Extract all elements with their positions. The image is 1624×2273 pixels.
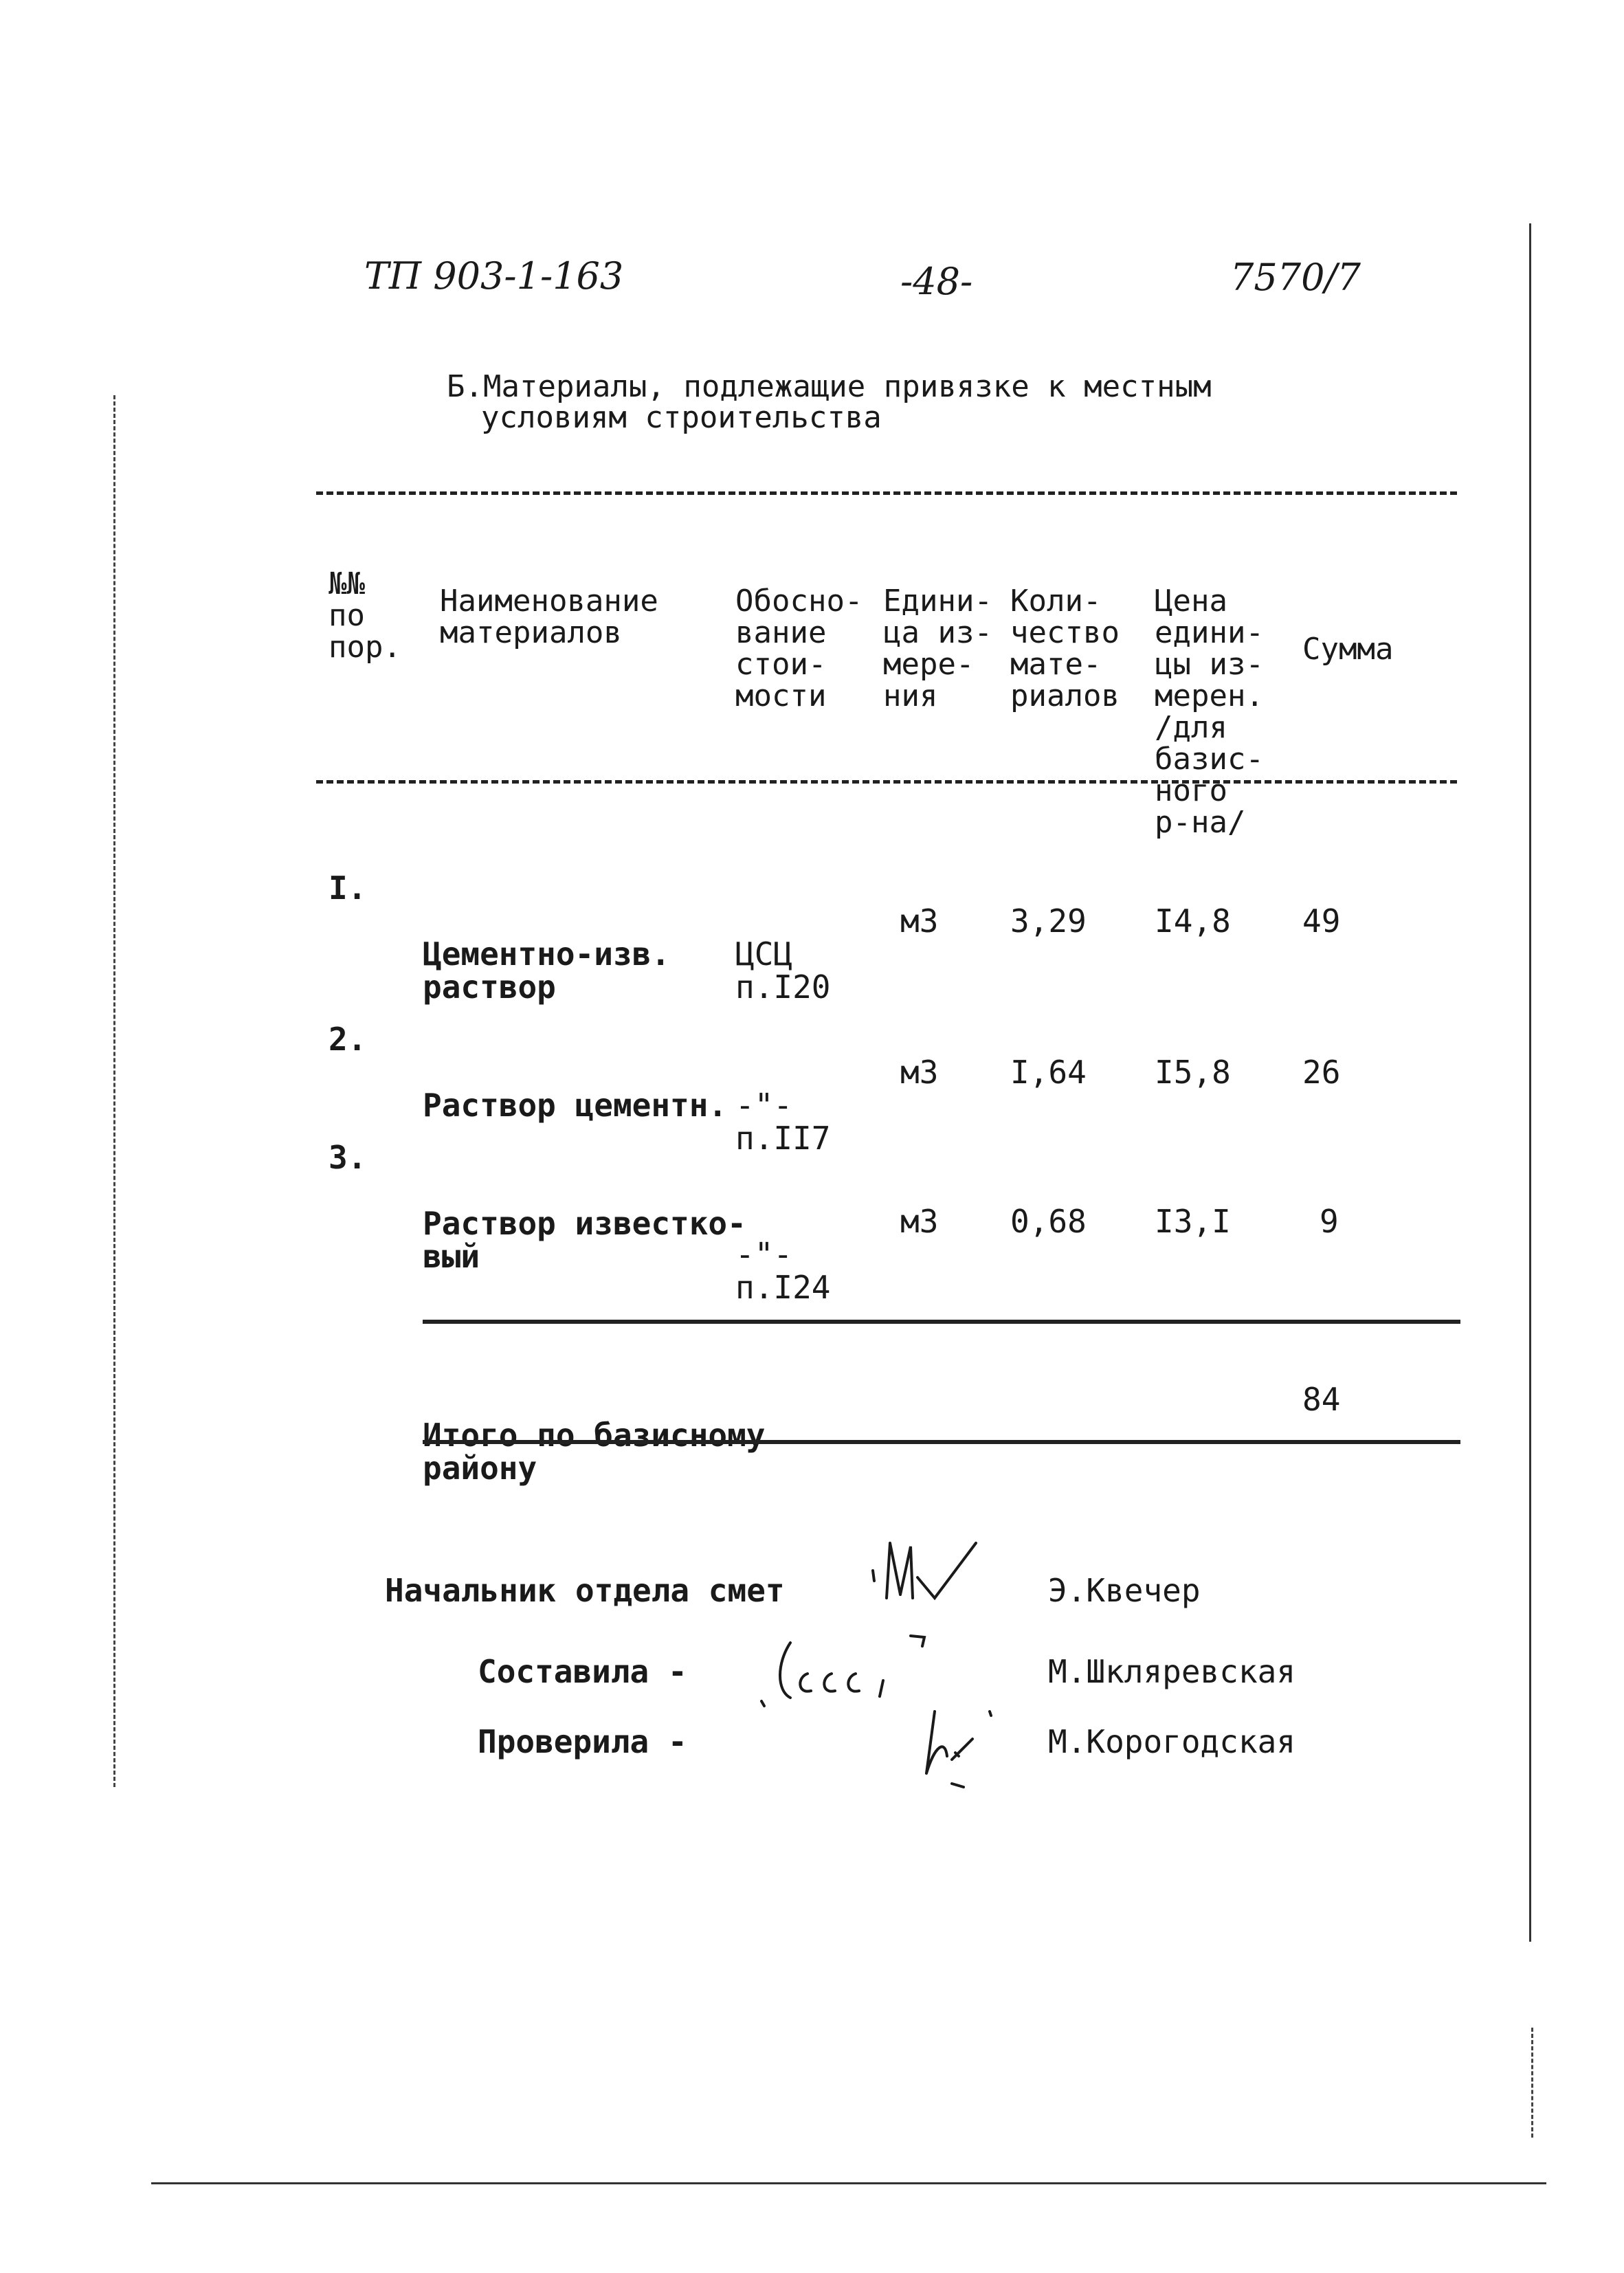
total-top-rule [423,1320,1460,1324]
table-header-top-rule [316,491,1457,495]
col-header-number: №№ по пор. [329,566,401,665]
row-3-unit: м3 [900,1203,939,1240]
row-1-sum: 49 [1302,902,1341,940]
row-2-sum: 26 [1302,1054,1341,1091]
row-3-sum: 9 [1320,1203,1339,1240]
row-2-basis: -"- п.II7 [735,1087,831,1157]
handwritten-signature-checked [914,1691,1024,1794]
row-3-quantity: 0,68 [1010,1203,1087,1240]
handwritten-signature-head [859,1529,997,1619]
scan-right-edge-dashes [1531,2028,1533,2138]
row-1-number: I. [329,869,367,907]
table-header-bottom-rule [316,780,1457,784]
col-header-name: Наименование материалов [440,584,658,650]
total-label: Итого по базисному району [423,1417,766,1487]
row-2-number: 2. [329,1021,367,1058]
row-1-unit: м3 [900,902,939,940]
section-title-line2: условиям строительства [481,400,882,435]
col-header-price: Цена едини- цы из- мерен. /для базис- ного р-на/ [1155,584,1264,840]
row-1-quantity: 3,29 [1010,902,1087,940]
signature-name-checked: М.Корогодская [1048,1723,1296,1760]
row-2-quantity: I,64 [1010,1054,1087,1091]
row-1-price: I4,8 [1155,902,1231,940]
row-1-name: Цементно-изв. раствор [423,935,671,1006]
signature-name-head: Э.Квечер [1048,1572,1201,1609]
signature-role-checked: Проверила - [478,1723,687,1760]
col-header-basis: Обосно- вание стои- мости [735,584,863,713]
page-number: -48- [900,260,973,303]
sheet-number: 7570/7 [1230,256,1361,299]
scan-left-edge-line [113,395,115,1787]
scan-right-edge-line [1529,223,1531,1942]
row-3-name: Раствор известко- вый [423,1205,746,1275]
section-title-line1: Б.Материалы, подлежащие привязке к местным [447,369,1212,404]
col-header-sum: Сумма [1302,632,1394,667]
signature-name-compiled: М.Шкляревская [1048,1653,1296,1690]
row-2-price: I5,8 [1155,1054,1231,1091]
row-2-name: Раствор цементн. [423,1087,728,1124]
total-bottom-rule [423,1440,1460,1444]
row-3-number: 3. [329,1139,367,1176]
row-1-basis: ЦСЦ п.I20 [735,935,831,1006]
signature-role-compiled: Составила - [478,1653,687,1690]
row-3-price: I3,I [1155,1203,1231,1240]
row-3-basis: -"- п.I24 [735,1236,831,1306]
col-header-quantity: Коли- чество мате- риалов [1010,584,1120,713]
signature-role-head: Начальник отдела смет [385,1572,785,1609]
col-header-unit: Едини- ца из- мере- ния [883,584,992,713]
scan-bottom-edge-line [151,2182,1546,2184]
row-2-unit: м3 [900,1054,939,1091]
total-sum: 84 [1302,1381,1341,1418]
document-code: ТП 903-1-163 [364,254,624,298]
